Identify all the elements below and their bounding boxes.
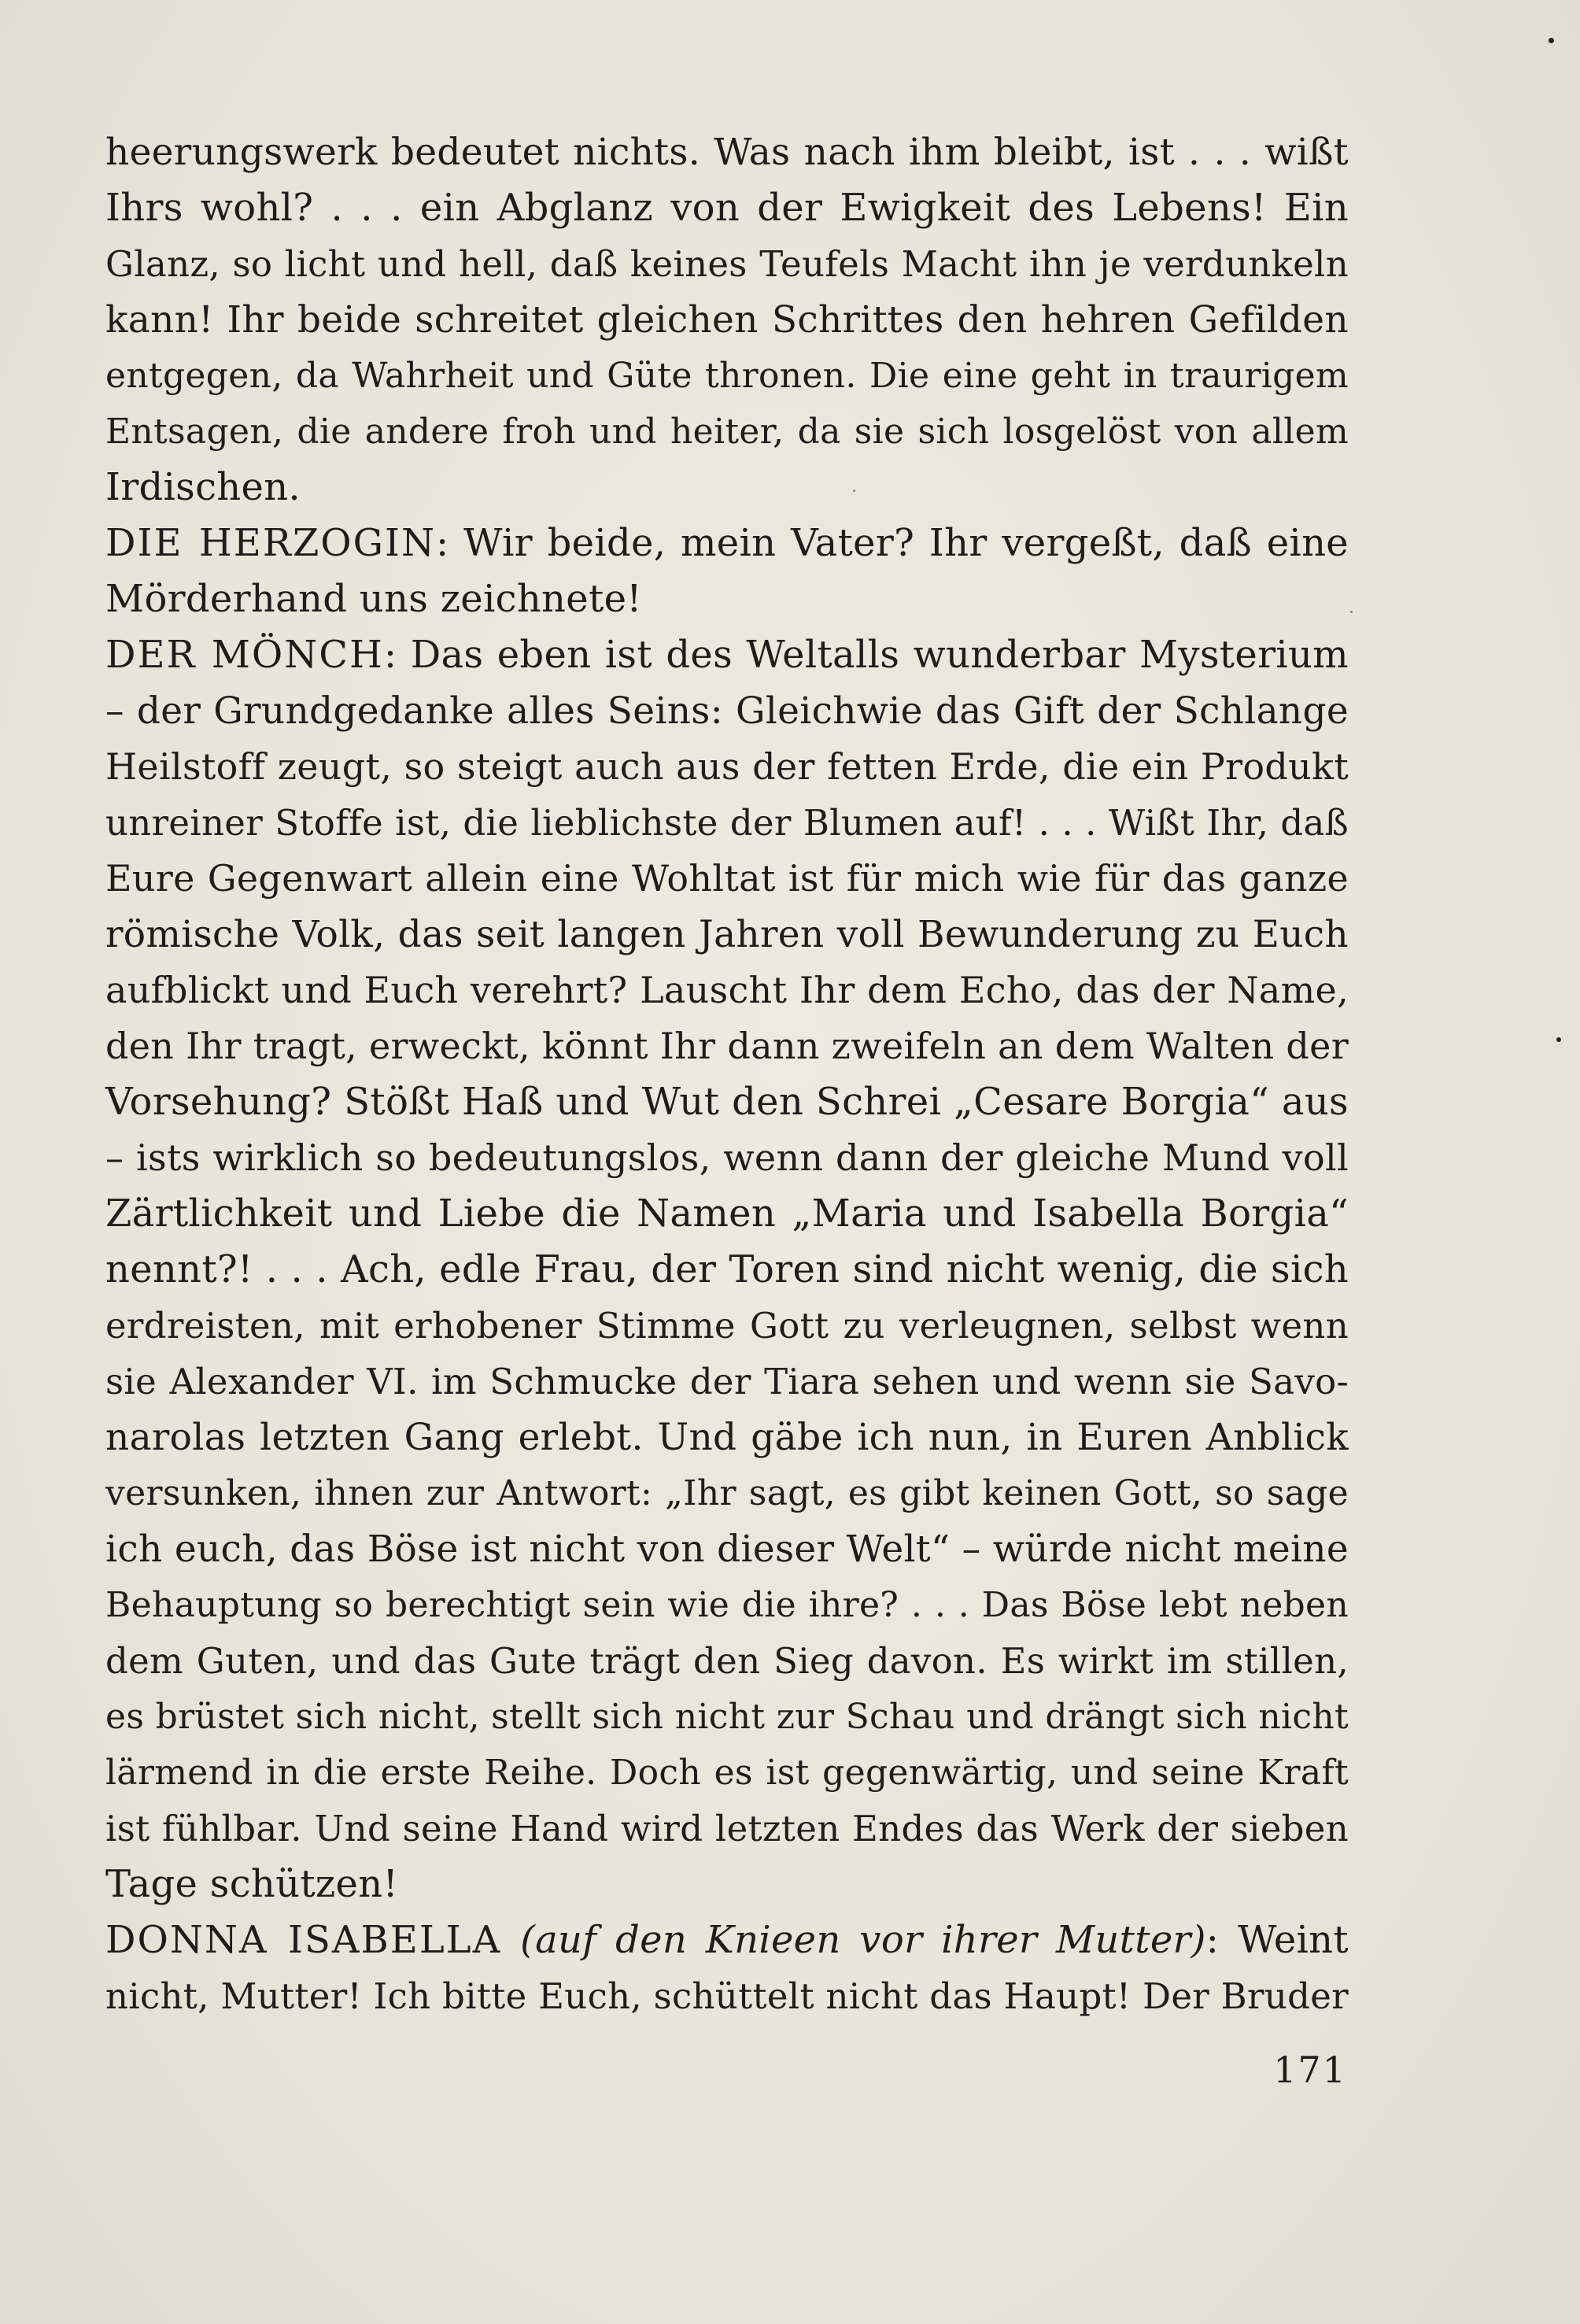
line-text: Irdischen. xyxy=(105,465,301,509)
text-line xyxy=(105,1968,1349,2024)
text-line xyxy=(105,907,1349,962)
text-line xyxy=(105,739,1349,795)
text-line xyxy=(105,292,1349,348)
text-line xyxy=(105,1633,1349,1689)
stage-direction: (auf den Knieen vor ihrer Mutter) xyxy=(520,1918,1206,1962)
text-line xyxy=(105,1242,1349,1298)
speaker-name: DONNA ISABELLA xyxy=(105,1918,502,1962)
line-text: dem Guten, und das Gute trägt den Sieg davon. Es wirkt im stillen, xyxy=(105,1640,1349,1682)
line-text: unreiner Stoffe ist, die lieblichste der Blumen auf! . . . Wißt Ihr, daß xyxy=(105,802,1349,844)
text-line xyxy=(105,124,1349,180)
text-line xyxy=(105,1465,1349,1521)
line-text: versunken, ihnen zur Antwort: „Ihr sagt, es gibt keinen Gott, so sage xyxy=(105,1473,1349,1513)
line-text: : Weint xyxy=(1205,1918,1349,1962)
text-line xyxy=(105,795,1349,851)
text-line xyxy=(105,1298,1349,1354)
line-text: lärmend in die erste Reihe. Doch es ist gegenwärtig, und seine Kraft xyxy=(105,1753,1349,1793)
line-text: Heilstoff zeugt, so steigt auch aus der fetten Erde, die ein Produkt xyxy=(105,745,1349,788)
line-text: sie Alexander VI. im Schmucke der Tiara sehen und wenn sie Savo- xyxy=(105,1361,1349,1402)
text-line xyxy=(105,571,1349,627)
line-text: Entsagen, die andere froh und heiter, da sie sich losgelöst von allem xyxy=(105,412,1349,452)
text-line xyxy=(105,404,1349,460)
text-line xyxy=(105,1912,1349,1968)
line-text: Mörderhand uns zeichnete! xyxy=(105,577,642,621)
paper-speck xyxy=(1556,1037,1561,1042)
text-line xyxy=(105,962,1349,1018)
text-line xyxy=(105,1130,1349,1186)
line-text: – der Grundgedanke alles Seins: Gleichwie das Gift der Schlange xyxy=(105,689,1349,733)
line-text: Zärtlichkeit und Liebe die Namen „Maria und Isabella Borgia“ xyxy=(105,1192,1349,1236)
text-line xyxy=(105,180,1349,236)
line-text: : Wir beide, mein Vater? Ihr vergeßt, daß eine xyxy=(435,521,1349,565)
page-number: 171 xyxy=(1273,2049,1347,2091)
text-line xyxy=(105,236,1349,292)
line-text: ist fühlbar. Und seine Hand wird letzten Endes das Werk der sieben xyxy=(105,1808,1349,1849)
text-line xyxy=(105,1018,1349,1074)
text-line xyxy=(105,1689,1349,1745)
line-text: nicht, Mutter! Ich bitte Euch, schüttelt nicht das Haupt! Der Bruder xyxy=(105,1975,1349,2017)
line-text: erdreisten, mit erhobener Stimme Gott zu verleugnen, selbst wenn xyxy=(105,1305,1349,1347)
line-text: den Ihr tragt, erweckt, könnt Ihr dann zweifeln an dem Walten der xyxy=(105,1025,1349,1067)
line-text: kann! Ihr beide schreitet gleichen Schrittes den hehren Gefilden xyxy=(105,298,1349,342)
text-line xyxy=(105,515,1349,571)
text-line xyxy=(105,1857,1349,1912)
line-text: Tage schützen! xyxy=(105,1862,399,1906)
line-text: narolas letzten Gang erlebt. Und gäbe ich nun, in Euren Anblick xyxy=(105,1416,1349,1459)
line-text: ich euch, das Böse ist nicht von dieser Welt“ – würde nicht meine xyxy=(105,1528,1349,1571)
line-text: entgegen, da Wahrheit und Güte thronen. Die eine geht in traurigem xyxy=(105,356,1349,396)
line-text: Behauptung so berechtigt sein wie die ihre? . . . Das Böse lebt neben xyxy=(105,1585,1349,1625)
speaker-name: DER MÖNCH xyxy=(105,633,384,677)
line-text: Ihrs wohl? . . . ein Abglanz von der Ewigkeit des Lebens! Ein xyxy=(105,186,1349,230)
text-line xyxy=(105,627,1349,683)
line-text: nennt?! . . . Ach, edle Frau, der Toren sind nicht wenig, die sich xyxy=(105,1247,1349,1291)
text-line xyxy=(105,348,1349,404)
paper-speck xyxy=(853,490,855,492)
body-text xyxy=(105,124,1349,2024)
text-line xyxy=(105,1801,1349,1857)
line-text: – ists wirklich so bedeutungslos, wenn dann der gleiche Mund voll xyxy=(105,1136,1349,1179)
paper-speck xyxy=(1549,38,1554,43)
line-text: aufblickt und Euch verehrt? Lauscht Ihr dem Echo, das der Name, xyxy=(105,969,1349,1011)
text-line xyxy=(105,1410,1349,1465)
text-line xyxy=(105,1745,1349,1801)
text-line xyxy=(105,683,1349,739)
line-text: römische Volk, das seit langen Jahren voll Bewunderung zu Euch xyxy=(105,913,1349,956)
speaker-name: DIE HERZOGIN xyxy=(105,521,436,565)
text-line xyxy=(105,460,1349,515)
line-text: es brüstet sich nicht, stellt sich nicht zur Schau und drängt sich nicht xyxy=(105,1697,1349,1737)
text-line xyxy=(105,851,1349,907)
text-line xyxy=(105,1577,1349,1633)
paper-speck xyxy=(1350,611,1353,613)
line-text xyxy=(501,1918,520,1962)
line-text: heerungswerk bedeutet nichts. Was nach ihm bleibt, ist . . . wißt xyxy=(105,131,1349,174)
line-text: : Das eben ist des Weltalls wunderbar Mysterium xyxy=(383,633,1349,677)
text-line xyxy=(105,1521,1349,1577)
line-text: Vorsehung? Stößt Haß und Wut den Schrei „Cesare Borgia“ aus xyxy=(105,1080,1349,1124)
line-text: Eure Gegenwart allein eine Wohltat ist für mich wie für das ganze xyxy=(105,857,1349,900)
text-line xyxy=(105,1074,1349,1130)
line-text: Glanz, so licht und hell, daß keines Teufels Macht ihn je verdunkeln xyxy=(105,243,1349,285)
text-line xyxy=(105,1354,1349,1410)
text-line xyxy=(105,1186,1349,1242)
